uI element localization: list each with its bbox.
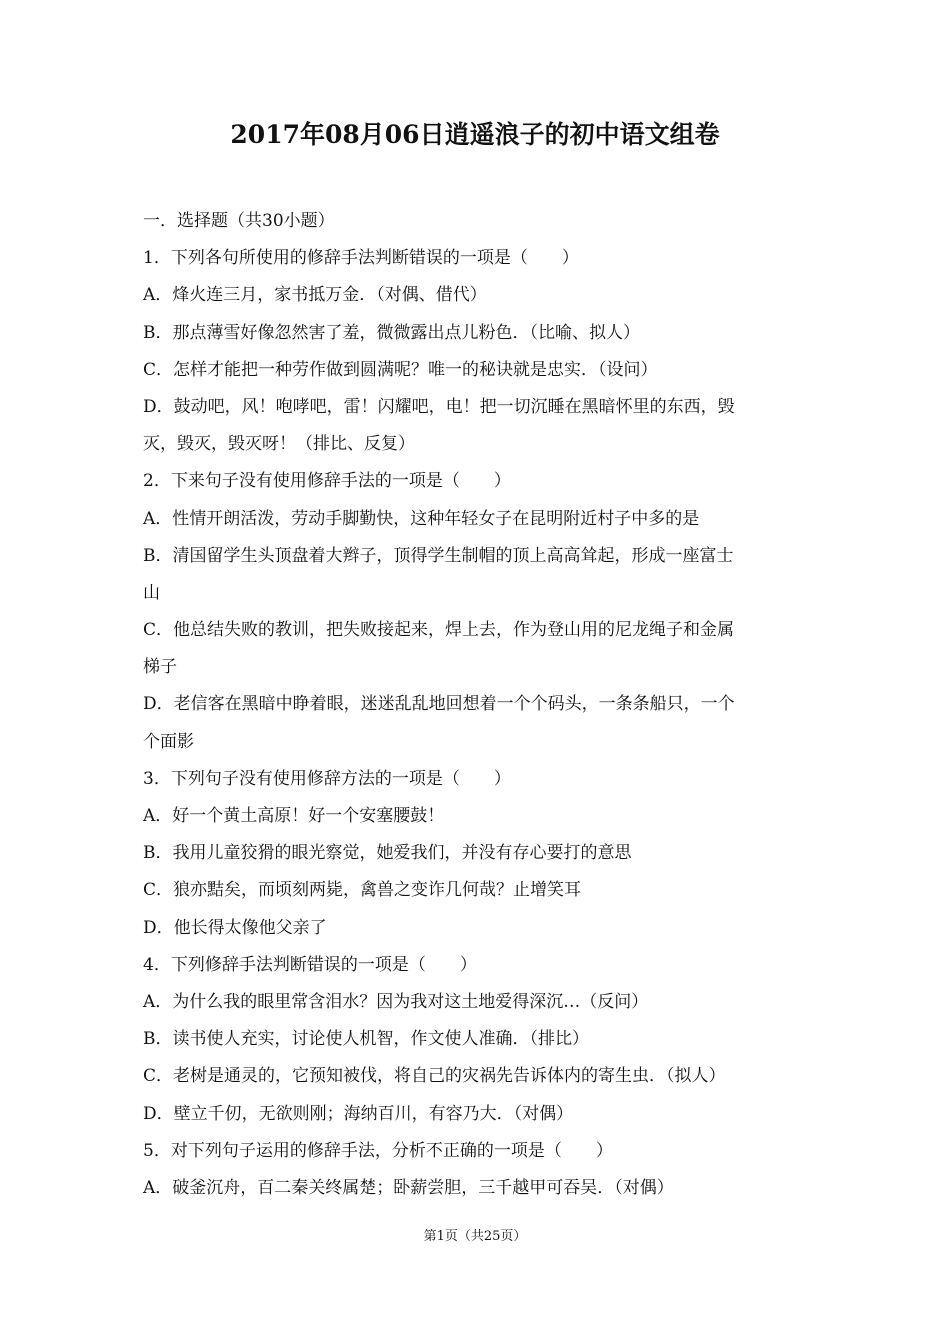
text-line: B．我用儿童狡猾的眼光察觉，她爱我们，并没有存心要打的意思 [143,843,632,864]
text-line: D．鼓动吧，风！咆哮吧，雷！闪耀吧，电！把一切沉睡在黑暗怀里的东西，毁 [143,396,735,417]
text-line: A．为什么我的眼里常含泪水？因为我对这土地爱得深沉…（反问） [143,991,649,1012]
text-line: C．他总结失败的教训，把失败接起来，焊上去，作为登山用的尼龙绳子和金属 [143,620,735,641]
text-line: 5．对下列句子运用的修辞手法，分析不正确的一项是（ ） [143,1140,613,1161]
text-line: B．那点薄雪好像忽然害了羞，微微露出点儿粉色．（比喻、拟人） [143,322,640,343]
question-lines [143,240,823,1207]
text-line: 1．下列各句所使用的修辞手法判断错误的一项是（ ） [143,248,579,269]
text-line: B．读书使人充实，讨论使人机智，作文使人准确．（排比） [143,1029,589,1050]
text-line: A．烽火连三月，家书抵万金．（对偶、借代） [143,285,487,306]
text-line: 3．下列句子没有使用修辞方法的一项是（ ） [143,768,511,789]
text-line: 灭，毁灭，毁灭呀！（排比、反复） [143,434,415,455]
text-line: A．好一个黄土高原！好一个安塞腰鼓！ [143,806,445,826]
text-line: C．老树是通灵的，它预知被伐，将自己的灾祸先告诉体内的寄生虫．（拟人） [143,1066,726,1087]
text-line: 山 [143,582,160,603]
text-line: A．性情开朗活泼，劳动手脚勤快，这种年轻女子在昆明附近村子中多的是 [143,508,700,529]
text-line: D．老信客在黑暗中睁着眼，迷迷乱乱地回想着一个个码头，一条条船只，一个 [143,694,735,715]
page-footer: 第1页（共25页） [423,1229,527,1244]
text-line: D．壁立千仞，无欲则刚；海纳百川，有容乃大．（对偶） [143,1103,574,1124]
text-line: D．他长得太像他父亲了 [143,917,327,938]
text-line: C．怎样才能把一种劳作做到圆满呢？唯一的秘诀就是忠实．（设问） [143,359,658,380]
text-line: 2．下来句子没有使用修辞手法的一项是（ ） [143,471,511,492]
text-line: 个面影 [143,731,194,752]
text-line: B．清国留学生头顶盘着大辫子，顶得学生制帽的顶上高高耸起，形成一座富士 [143,545,734,566]
page-title: 2017年08月06日逍遥浪子的初中语文组卷 [230,120,720,149]
question-content [143,203,823,1207]
section-heading: 一．选择题（共30小题） [143,211,335,231]
text-line: C．狼亦黠矣，而顷刻两毙，禽兽之变诈几何哉？止增笑耳 [143,880,582,901]
text-line: A．破釜沉舟，百二秦关终属楚；卧薪尝胆，三千越甲可吞吴．（对偶） [143,1177,674,1198]
text-line: 梯子 [143,657,177,678]
text-line: 4．下列修辞手法判断错误的一项是（ ） [143,954,477,975]
